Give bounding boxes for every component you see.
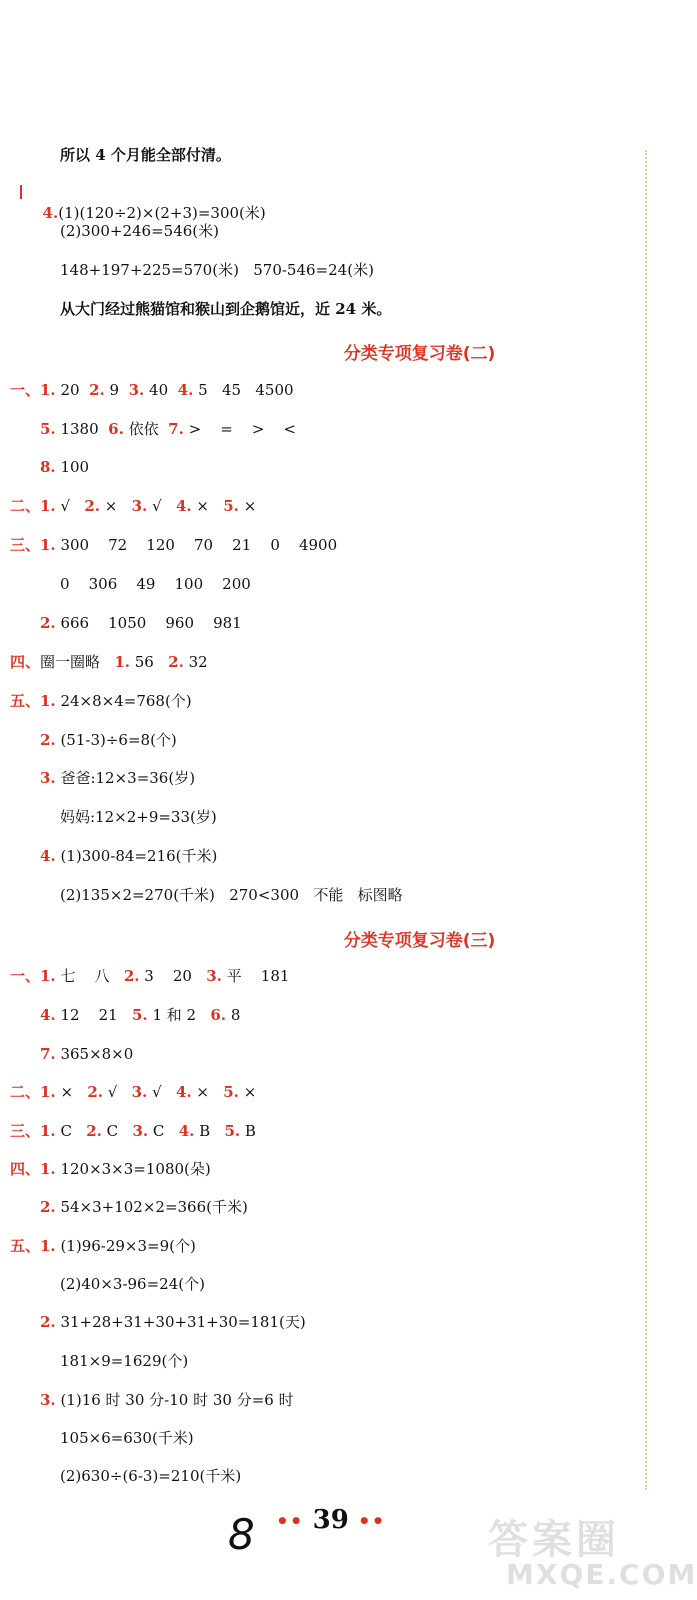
answer-text: 666 1050 960 981	[55, 614, 242, 632]
answer-text: 100	[55, 458, 90, 476]
question-number: 二、1.	[10, 497, 56, 515]
answer-line	[40, 768, 195, 788]
answer-text: ×	[55, 1083, 88, 1101]
answer-text: 32	[183, 653, 208, 671]
question-number: 四、	[10, 653, 41, 671]
answer-line	[40, 846, 217, 866]
question-number: 3.	[206, 967, 222, 985]
question-number: 三、1.	[10, 536, 56, 554]
answer-text: C	[148, 1122, 179, 1140]
question-number: 6.	[108, 420, 124, 438]
answer-text: √	[102, 1083, 132, 1101]
decorative-dots: ••	[357, 1509, 386, 1533]
answer-text: (51-3)÷6=8(个)	[55, 731, 177, 749]
answer-line	[10, 966, 289, 986]
answer-text: 平 181	[221, 967, 290, 985]
question-number: 8.	[40, 458, 56, 476]
answer-line	[10, 535, 337, 555]
answer-line: (2)40×3-96=24(个)	[60, 1275, 205, 1293]
question-number: 2.	[86, 1122, 102, 1140]
question-number: 2.	[40, 1198, 56, 1216]
question-number: 3.	[132, 1122, 149, 1140]
question-number: 2.	[89, 381, 105, 399]
question-number: 4.	[40, 1006, 56, 1024]
answer-text: > = > <	[183, 420, 297, 438]
answer-line	[10, 1159, 211, 1179]
question-number: 3.	[128, 381, 145, 399]
answer-text: C	[101, 1122, 133, 1140]
answer-text: √	[55, 497, 85, 515]
answer-text: 56	[130, 653, 169, 671]
answer-text: ×	[238, 497, 257, 515]
answer-text: 8	[226, 1006, 241, 1024]
margin-tick-mark	[20, 185, 22, 199]
question-number: 4.	[42, 204, 59, 222]
answer-line: 所以 4 个月能全部付清。	[60, 146, 231, 164]
question-number: 1.	[114, 653, 130, 671]
answer-line	[40, 457, 89, 477]
question-number: 五、1.	[10, 692, 56, 710]
question-number: 一、1.	[10, 967, 56, 985]
question-number: 4.	[40, 847, 56, 865]
answer-line	[10, 496, 256, 516]
answer-text: √	[147, 1083, 176, 1101]
answer-text: 1 和 2	[147, 1006, 211, 1024]
answer-line	[10, 1082, 256, 1102]
answer-text: (1)300-84=216(千米)	[55, 847, 218, 865]
answer-line	[33, 183, 266, 223]
answer-line: (2)630÷(6-3)=210(千米)	[60, 1467, 242, 1485]
answer-text: 12 21	[55, 1006, 132, 1024]
answer-text: ×	[191, 497, 224, 515]
answer-text: 依依	[123, 420, 169, 438]
answer-line	[10, 1121, 256, 1141]
answer-line	[40, 1005, 240, 1025]
watermark-title: 答案圈	[488, 1517, 620, 1563]
answer-line	[10, 380, 294, 400]
answer-line: 181×9=1629(个)	[60, 1352, 189, 1370]
question-number: 7.	[40, 1045, 56, 1063]
answer-text: 24×8×4=768(个)	[55, 692, 192, 710]
answer-text: (1)(120÷2)×(2+3)=300(米)	[58, 204, 266, 222]
answer-text: ×	[238, 1083, 257, 1101]
question-number: 2.	[40, 731, 56, 749]
question-number: 4.	[177, 381, 194, 399]
question-number: 2.	[40, 614, 56, 632]
answer-line	[40, 1312, 306, 1332]
answer-line	[40, 613, 242, 633]
answer-text: 爸爸:12×3=36(岁)	[55, 769, 196, 787]
answer-line	[40, 1197, 248, 1217]
answer-line	[40, 1390, 294, 1410]
answer-line	[10, 691, 192, 711]
section-heading: 分类专项复习卷(二)	[343, 344, 496, 364]
answer-text: C	[55, 1122, 87, 1140]
answer-line	[40, 1044, 133, 1064]
question-number: 三、1.	[10, 1122, 56, 1140]
answer-text: B	[240, 1122, 256, 1140]
answer-text: 20	[55, 381, 90, 399]
answer-line: (2)135×2=270(千米) 270<300 不能 标图略	[60, 886, 403, 904]
question-number: 4.	[175, 497, 192, 515]
answer-text: 31+28+31+30+31+30=181(天)	[55, 1313, 306, 1331]
answer-text: 七 八	[55, 967, 124, 985]
answer-text: 5 45 4500	[193, 381, 294, 399]
answer-text: 300 72 120 70 21 0 4900	[55, 536, 338, 554]
question-number: 5.	[132, 1006, 148, 1024]
handwritten-mark: 8	[228, 1510, 255, 1559]
watermark-url: MXQE.COM	[506, 1558, 697, 1591]
answer-text: √	[147, 497, 176, 515]
answer-text: 365×8×0	[55, 1045, 134, 1063]
question-number: 2.	[40, 1313, 56, 1331]
answer-text: 3 20	[139, 967, 207, 985]
question-number: 2.	[87, 1083, 103, 1101]
question-number: 6.	[210, 1006, 227, 1024]
answer-text: ×	[99, 497, 132, 515]
question-number: 5.	[224, 1122, 241, 1140]
question-number: 4.	[178, 1122, 195, 1140]
question-number: 3.	[40, 1391, 56, 1409]
answer-text: ×	[191, 1083, 224, 1101]
answer-text: 9	[104, 381, 129, 399]
page-number-text: 39	[312, 1505, 349, 1535]
question-number: 7.	[168, 420, 184, 438]
decorative-dots: ••	[276, 1509, 304, 1533]
question-number: 2.	[123, 967, 140, 985]
question-number: 3.	[40, 769, 56, 787]
page-number	[276, 1505, 385, 1535]
question-number: 2.	[168, 653, 184, 671]
question-number: 5.	[40, 420, 56, 438]
answer-text: (1)16 时 30 分-10 时 30 分=6 时	[55, 1391, 294, 1409]
question-number: 4.	[175, 1083, 192, 1101]
answer-text: (1)96-29×3=9(个)	[55, 1237, 196, 1255]
section-heading: 分类专项复习卷(三)	[343, 931, 496, 951]
question-number: 2.	[84, 497, 100, 515]
answer-text: 120×3×3=1080(朵)	[55, 1160, 211, 1178]
answer-text: 54×3+102×2=366(千米)	[55, 1198, 248, 1216]
answer-line: 105×6=630(千米)	[60, 1429, 194, 1447]
answer-line: (2)300+246=546(米)	[60, 222, 219, 240]
answer-line	[10, 1236, 196, 1256]
answer-text: 圈一圈略	[40, 653, 115, 671]
question-number: 五、1.	[10, 1237, 56, 1255]
answer-line	[40, 419, 296, 439]
answer-line: 148+197+225=570(米) 570-546=24(米)	[60, 261, 374, 279]
answer-line	[10, 652, 208, 672]
question-number: 5.	[223, 497, 239, 515]
answer-line	[40, 730, 177, 750]
question-number: 3.	[131, 1083, 148, 1101]
answer-line: 从大门经过熊猫馆和猴山到企鹅馆近，近 24 米。	[60, 300, 392, 318]
question-number: 四、1.	[10, 1160, 56, 1178]
answer-text: B	[194, 1122, 225, 1140]
answer-text: 1380	[55, 420, 109, 438]
question-number: 3.	[131, 497, 148, 515]
question-number: 一、1.	[10, 381, 56, 399]
answer-text: 40	[144, 381, 178, 399]
watermark-logo	[478, 1508, 697, 1598]
question-number: 5.	[223, 1083, 239, 1101]
answer-line: 0 306 49 100 200	[60, 575, 251, 593]
question-number: 二、1.	[10, 1083, 56, 1101]
answer-line: 妈妈:12×2+9=33(岁)	[60, 808, 217, 826]
